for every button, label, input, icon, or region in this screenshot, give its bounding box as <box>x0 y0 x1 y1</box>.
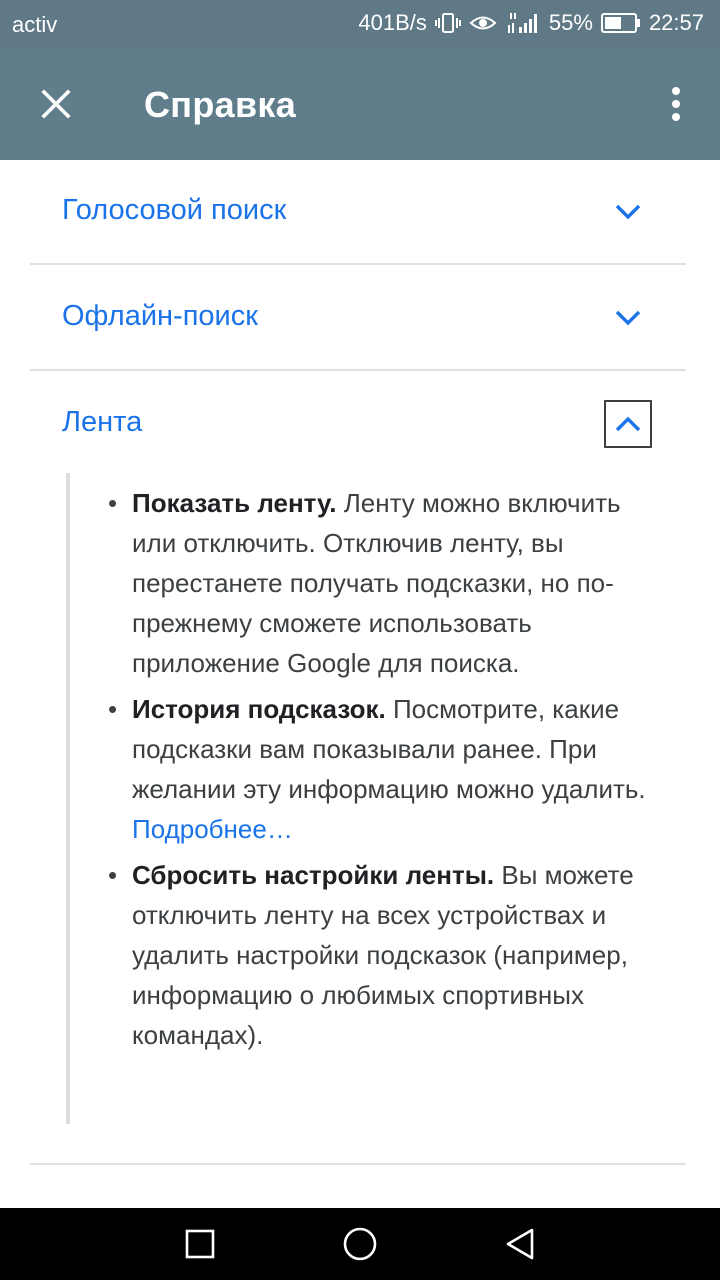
more-vert-icon[interactable] <box>654 78 698 130</box>
clock: 22:57 <box>648 10 704 35</box>
feed-list <box>70 483 650 1061</box>
list-item: • Сбросить настройки ленты. Вы можете отключить ленту на всех устройствах и удалить настройки подсказок (например, информацию о любимых спортивных командах). <box>108 860 634 1050</box>
signal-icon <box>505 11 541 35</box>
item-text: Ленту можно включить или отключить. Отключив ленту, вы перестанете получать подсказки, но по-прежнему сможете использовать приложение Google для поиска. <box>132 488 621 678</box>
page-title: Справка <box>144 84 297 125</box>
recents-square-icon[interactable] <box>180 1224 220 1264</box>
list-item: • История подсказок. Посмотрите, какие подсказки вам показывали ранее. При желании эту информацию можно удалить. Подробнее… <box>108 694 646 844</box>
eye-icon <box>469 12 497 34</box>
divider <box>30 1163 686 1165</box>
learn-more-link[interactable]: Подробнее… <box>132 814 293 844</box>
accordion-voice-search[interactable] <box>30 160 686 266</box>
vibrate-icon <box>435 11 461 35</box>
accordion-title: Лента <box>62 406 143 438</box>
item-heading: История подсказок. <box>132 694 386 724</box>
battery-percent: 55% <box>548 10 593 35</box>
battery-icon <box>601 12 641 34</box>
divider <box>30 369 686 371</box>
item-text: Посмотрите, какие подсказки вам показывали ранее. При желании эту информацию можно удалить. <box>132 694 646 804</box>
item-heading: Сбросить настройки ленты. <box>132 860 495 890</box>
app-bar <box>0 48 720 160</box>
chevron-down-icon[interactable] <box>606 190 650 234</box>
home-circle-icon[interactable] <box>340 1224 380 1264</box>
chevron-up-icon[interactable] <box>604 400 652 448</box>
item-heading: Показать ленту. <box>132 488 337 518</box>
network-speed: 401B/s <box>358 10 427 35</box>
status-bar <box>0 0 720 48</box>
item-text: Вы можете отключить ленту на всех устройствах и удалить настройки подсказок (например, информацию о любимых спортивных командах). <box>132 860 634 1050</box>
carrier-name: activ <box>12 12 58 37</box>
chevron-down-icon[interactable] <box>606 296 650 340</box>
accordion-title: Офлайн-поиск <box>62 300 258 332</box>
feed-panel <box>66 473 690 1124</box>
accordion-feed[interactable] <box>30 372 686 478</box>
system-nav-bar <box>0 1208 720 1280</box>
accordion-title: Голосовой поиск <box>62 194 287 226</box>
back-triangle-icon[interactable] <box>500 1224 540 1264</box>
close-icon[interactable] <box>30 78 82 130</box>
help-content <box>0 160 720 1208</box>
accordion-offline-search[interactable] <box>30 266 686 372</box>
divider <box>30 263 686 265</box>
list-item: • Показать ленту. Ленту можно включить или отключить. Отключив ленту, вы перестанете получать подсказки, но по-прежнему сможете использовать приложение Google для поиска. <box>108 488 621 678</box>
